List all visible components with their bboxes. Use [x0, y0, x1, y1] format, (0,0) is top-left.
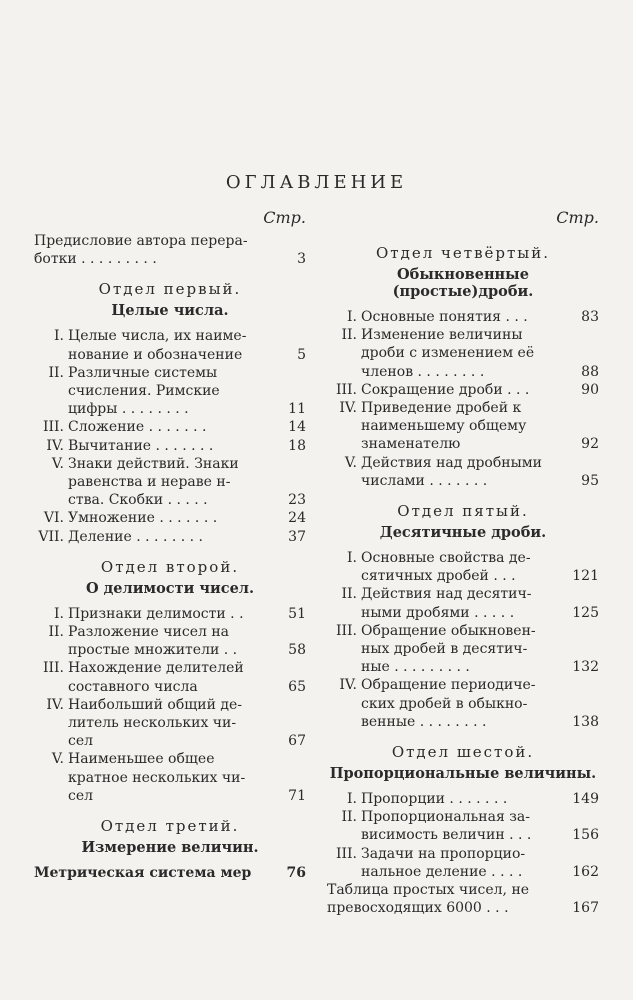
entry-text: ных дробей в десятич- [361, 641, 528, 658]
entry-number: IV. [339, 400, 357, 417]
toc-entry[interactable] [327, 881, 599, 917]
entry-text: наименьшему общему [361, 418, 527, 435]
entry-text: Умножение . . . . . . . [68, 510, 218, 527]
entry-text: сел [68, 787, 94, 804]
entry-text: ства. Скобки . . . . . [68, 492, 208, 509]
right-column [327, 208, 599, 917]
toc-entry[interactable] [327, 326, 599, 381]
entry-page: 71 [288, 787, 306, 804]
entry-number: VI. [43, 510, 64, 527]
toc-entry[interactable] [327, 622, 599, 677]
section-title: Отдел четвёртый. [375, 244, 551, 262]
entry-text: членов . . . . . . . . [361, 363, 485, 380]
entry-text: Приведение дробей к [361, 400, 522, 417]
toc-entry[interactable] [34, 528, 306, 546]
entry-page: 24 [288, 510, 306, 527]
entry-number: VII. [38, 528, 64, 545]
entry-text: Вычитание . . . . . . . [68, 437, 214, 454]
entry-text: Целые числа, их наиме- [68, 328, 247, 345]
entry-text: Обращение периодиче- [361, 677, 536, 694]
section-subtitle: Пропорциональные величины. [329, 765, 597, 783]
entry-page: 5 [297, 346, 306, 363]
entry-text: равенства и нераве н- [68, 474, 231, 491]
entry-text: кратное нескольких чи- [68, 769, 246, 786]
section-subtitle: Десятичные дроби. [379, 524, 547, 542]
entry-page: 58 [288, 642, 306, 659]
entry-page: 121 [572, 568, 599, 585]
section-title: Отдел первый. [98, 280, 242, 299]
entry-number: II. [341, 327, 357, 344]
entry-text: Изменение величины [361, 327, 523, 344]
section-title: Отдел третий. [100, 817, 240, 836]
toc-entry[interactable] [327, 790, 599, 808]
entry-page: 162 [572, 863, 599, 880]
entry-text: сятичных дробей . . . [361, 568, 516, 585]
entry-page: 88 [581, 363, 599, 380]
entry-number: I. [54, 328, 64, 345]
left-column [34, 208, 306, 882]
entry-text: Сокращение дроби . . . [361, 381, 530, 398]
entry-number: I. [54, 605, 64, 622]
entry-number: III. [335, 622, 357, 639]
section-subtitle: О делимости чисел. [85, 579, 255, 597]
entry-text: Сложение . . . . . . . [68, 419, 207, 436]
entry-page: 90 [581, 381, 599, 398]
entry-page: 83 [581, 309, 599, 325]
entry-text: Основные свойства де- [361, 550, 531, 567]
toc-entry[interactable] [327, 676, 599, 731]
entry-text: Наибольший общий де- [68, 696, 243, 713]
entry-number: I. [347, 791, 357, 808]
toc-entry[interactable] [34, 696, 306, 751]
entry-page: 11 [288, 401, 306, 418]
entry-text: Деление . . . . . . . . [68, 528, 203, 545]
entry-text: Действия над дробными [361, 454, 542, 471]
entry-page: 18 [288, 437, 306, 454]
toc-entry[interactable] [34, 623, 306, 659]
entry-page: 65 [288, 678, 306, 695]
entry-page: 167 [572, 900, 599, 917]
page-column-label: Стр. [263, 208, 306, 227]
entry-text: превосходящих 6000 . . . [327, 900, 509, 917]
entry-number: IV. [339, 677, 357, 694]
section-title: Отдел пятый. [397, 502, 529, 521]
toc-entry[interactable] [34, 437, 306, 455]
entry-page: 92 [581, 436, 599, 453]
entry-number: V. [344, 454, 357, 471]
toc-entry[interactable] [34, 364, 306, 419]
entry-number: II. [341, 586, 357, 603]
toc-entry[interactable] [34, 659, 306, 695]
entry-text: Метрическая система мер [34, 865, 252, 882]
entry-page: 125 [572, 604, 599, 621]
entry-number: II. [341, 809, 357, 826]
entry-number: I. [347, 550, 357, 567]
page-column-label: Стр. [556, 208, 599, 227]
toc-entry[interactable] [327, 308, 599, 326]
toc-entry[interactable] [327, 399, 599, 454]
toc-entry[interactable] [34, 418, 306, 436]
entry-text: Нахождение делителей [68, 660, 244, 677]
toc-entry[interactable] [327, 808, 599, 844]
entry-text: Различные системы [68, 364, 218, 381]
entry-page: 138 [572, 713, 599, 730]
section-title: Отдел шестой. [391, 743, 535, 762]
toc-entry[interactable] [34, 750, 306, 805]
entry-text: Пропорциональная за- [361, 809, 530, 826]
entry-number: IV. [46, 696, 64, 713]
entry-number: III. [335, 381, 357, 398]
toc-entry[interactable] [327, 549, 599, 585]
entry-text: цифры . . . . . . . . [68, 401, 189, 418]
entry-page: 95 [581, 472, 599, 489]
entry-number: III. [42, 660, 64, 677]
entry-page: 23 [288, 492, 306, 509]
toc-entry[interactable] [34, 327, 306, 363]
section-subtitle: Целые числа. [111, 302, 229, 320]
entry-text: Обращение обыкновен- [361, 622, 536, 639]
entry-text: сел [68, 733, 94, 750]
entry-number: V. [51, 455, 64, 472]
toc-entry[interactable] [327, 454, 599, 490]
entry-text: Задачи на пропорцио- [361, 845, 526, 862]
entry-text: числами . . . . . . . [361, 472, 488, 489]
toc-entry[interactable] [34, 605, 306, 623]
section-subtitle: Измерение величин. [81, 839, 259, 857]
toc-entry[interactable] [327, 381, 599, 399]
entry-text: нальное деление . . . . [361, 863, 523, 880]
entry-text: ные . . . . . . . . . [361, 659, 470, 676]
entry-text: ских дробей в обыкно- [361, 695, 528, 712]
entry-text: счисления. Римские [68, 383, 220, 400]
entry-page: 37 [288, 528, 306, 545]
page-title: ОГЛАВЛЕНИЕ [225, 172, 408, 193]
entry-text: дроби с изменением её [361, 345, 535, 362]
toc-entry[interactable] [327, 585, 599, 621]
entry-page: 156 [572, 827, 599, 844]
entry-text: Основные понятия . . . [361, 309, 528, 325]
entry-number: II. [48, 624, 64, 641]
entry-number: V. [51, 751, 64, 768]
entry-number: III. [335, 845, 357, 862]
entry-text: Знаки действий. Знаки [68, 455, 239, 472]
entry-text: составного числа [68, 678, 198, 695]
entry-text: ными дробями . . . . . [361, 604, 515, 621]
preface-entry[interactable] [34, 232, 306, 268]
entry-number: I. [347, 309, 357, 325]
entry-page: 132 [572, 659, 599, 676]
section-subtitle: Обыкновенные (простые)дроби. [392, 266, 534, 300]
entry-page: 149 [572, 791, 599, 808]
entry-text: венные . . . . . . . . [361, 713, 487, 730]
toc-entry[interactable] [327, 845, 599, 881]
entry-number: II. [48, 364, 64, 381]
entry-page: 14 [288, 419, 306, 436]
entry-page: 67 [288, 733, 306, 750]
entry-text: литель нескольких чи- [68, 715, 237, 732]
entry-page: 76 [286, 865, 306, 882]
entry-text: Признаки делимости . . [68, 605, 244, 622]
entry-text: Действия над десятич- [361, 586, 532, 603]
entry-text: Разложение чисел на [68, 624, 230, 641]
toc-entry[interactable] [34, 455, 306, 510]
entry-number: IV. [46, 437, 64, 454]
entry-page: 51 [288, 605, 306, 622]
entry-text: знаменателю [361, 436, 461, 453]
entry-text: Пропорции . . . . . . . [361, 791, 508, 808]
entry-page: 3 [297, 251, 306, 268]
entry-text: Наименьшее общее [68, 751, 215, 768]
entry-text: Предисловие автора перера- [34, 233, 248, 249]
entry-text: нование и обозначение [68, 346, 243, 363]
section-title: Отдел второй. [100, 557, 240, 576]
toc-entry[interactable] [34, 864, 306, 882]
toc-entry[interactable] [34, 509, 306, 527]
entry-text: ботки . . . . . . . . . [34, 251, 157, 268]
entry-text: простые множители . . [68, 642, 238, 659]
entry-text: Таблица простых чисел, не [327, 882, 530, 899]
entry-text: висимость величин . . . [361, 827, 532, 844]
entry-number: III. [42, 419, 64, 436]
